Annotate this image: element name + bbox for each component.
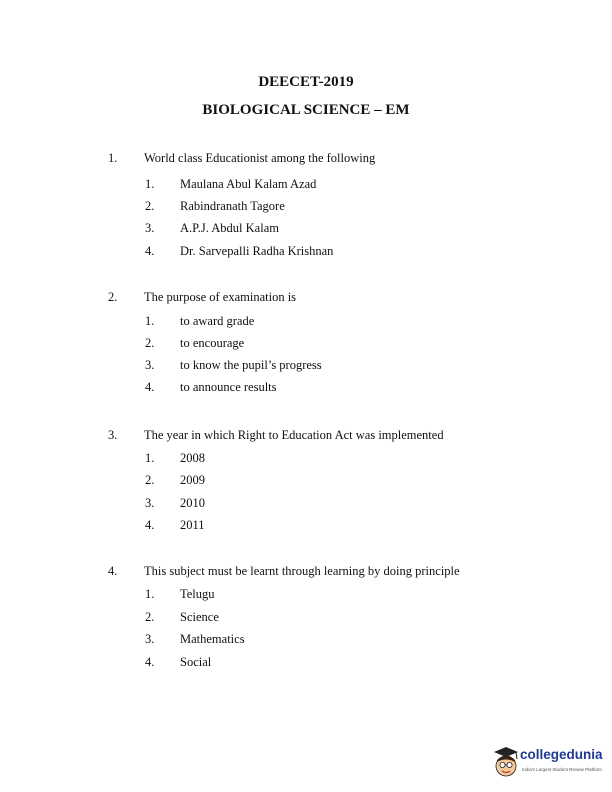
option-text: A.P.J. Abdul Kalam — [180, 221, 279, 235]
option-text: Dr. Sarvepalli Radha Krishnan — [180, 244, 334, 258]
page-title: DEECET-2019 — [258, 74, 354, 90]
option-number: 1. — [145, 451, 155, 465]
brand-tagline: India's Largest Student Review Platform — [522, 767, 602, 772]
option-text: 2010 — [180, 496, 205, 510]
option-text: 2009 — [180, 473, 205, 487]
option-text: Rabindranath Tagore — [180, 199, 285, 213]
option-number: 3. — [145, 358, 155, 372]
option-number: 2. — [145, 336, 155, 350]
option-number: 3. — [145, 632, 155, 646]
option-number: 2. — [145, 473, 155, 487]
option-number: 2. — [145, 610, 155, 624]
option-number: 3. — [145, 221, 155, 235]
option-text: Maulana Abul Kalam Azad — [180, 177, 317, 191]
question-text: The year in which Right to Education Act was implemented — [144, 428, 444, 442]
option-number: 1. — [145, 177, 155, 191]
option-text: Mathematics — [180, 632, 245, 646]
option-number: 4. — [145, 655, 155, 669]
option-number: 2. — [145, 199, 155, 213]
option-text: to encourage — [180, 336, 245, 350]
option-text: Telugu — [180, 587, 215, 601]
question-text: This subject must be learnt through learning by doing principle — [144, 564, 460, 578]
option-text: to announce results — [180, 380, 277, 394]
option-text: 2008 — [180, 451, 205, 465]
question-number: 2. — [108, 290, 118, 304]
question-text: World class Educationist among the following — [144, 151, 376, 165]
option-text: 2011 — [180, 518, 205, 532]
question-text: The purpose of examination is — [144, 290, 297, 304]
option-text: Social — [180, 655, 212, 669]
option-number: 1. — [145, 314, 155, 328]
question-number: 1. — [108, 151, 118, 165]
question-number: 4. — [108, 564, 118, 578]
option-number: 4. — [145, 380, 155, 394]
brand-name: collegedunia — [520, 747, 603, 762]
option-number: 4. — [145, 518, 155, 532]
option-number: 1. — [145, 587, 155, 601]
option-text: to award grade — [180, 314, 255, 328]
option-text: Science — [180, 610, 219, 624]
question-number: 3. — [108, 428, 118, 442]
option-number: 3. — [145, 496, 155, 510]
page-subtitle: BIOLOGICAL SCIENCE – EM — [202, 102, 410, 118]
option-text: to know the pupil’s progress — [180, 358, 322, 372]
option-number: 4. — [145, 244, 155, 258]
